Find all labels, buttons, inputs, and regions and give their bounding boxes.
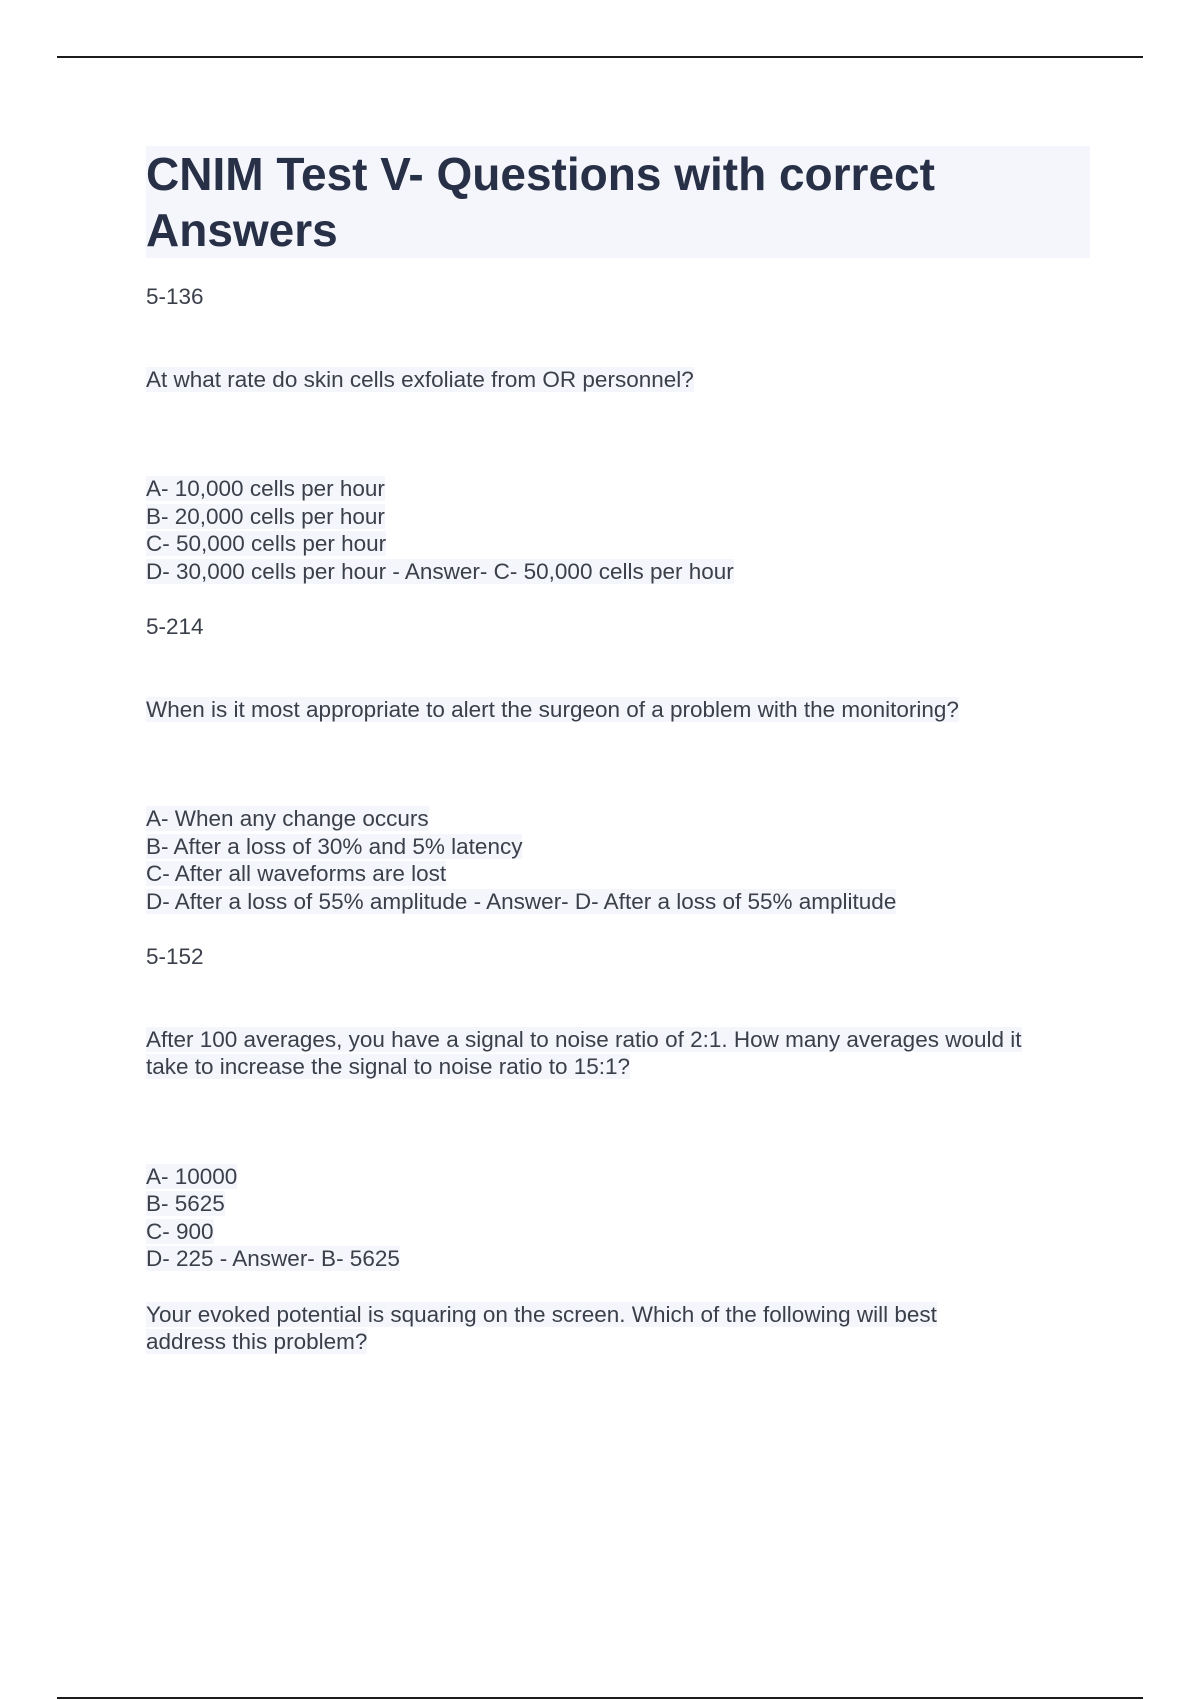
option-c: C- 50,000 cells per hour: [146, 531, 387, 556]
option-d-with-answer: D- 30,000 cells per hour - Answer- C- 50,000 cells per hour: [146, 558, 734, 584]
option-b: B- 5625: [146, 1191, 225, 1216]
option-a: A- 10000: [146, 1163, 238, 1189]
prompt-line: After 100 averages, you have a signal to noise ratio of 2:1. How many averages would it: [146, 1026, 1022, 1052]
question-prompt: [146, 366, 1090, 394]
option-d-with-answer: D- After a loss of 55% amplitude - Answer- D- After a loss of 55% amplitude: [146, 888, 897, 914]
option-c: C- After all waveforms are lost: [146, 861, 447, 886]
prompt-line: Your evoked potential is squaring on the screen. Which of the following will best: [146, 1301, 937, 1327]
question-prompt: [146, 696, 1090, 724]
prompt-line: When is it most appropriate to alert the surgeon of a problem with the monitoring?: [146, 696, 959, 722]
question-prompt: [146, 1301, 1090, 1356]
question-id: 5-152: [146, 944, 204, 969]
header-rule: [57, 56, 1143, 58]
question-prompt: [146, 1026, 1090, 1081]
option-d-with-answer: D- 225 - Answer- B- 5625: [146, 1246, 400, 1271]
title-text: CNIM Test V- Questions with correct Answers: [146, 148, 935, 256]
answer-options: [146, 1163, 1090, 1273]
option-b: B- After a loss of 30% and 5% latency: [146, 833, 523, 859]
prompt-line: At what rate do skin cells exfoliate from OR personnel?: [146, 366, 694, 392]
answer-options: [146, 805, 1090, 915]
prompt-line: address this problem?: [146, 1329, 368, 1354]
document-body: [146, 146, 1090, 1356]
option-a: A- 10,000 cells per hour: [146, 476, 385, 501]
document-title: [146, 146, 1090, 258]
question-id: 5-214: [146, 614, 204, 639]
question-id: 5-136: [146, 284, 204, 309]
option-c: C- 900: [146, 1218, 214, 1244]
prompt-line: take to increase the signal to noise ratio to 15:1?: [146, 1054, 631, 1079]
answer-options: [146, 475, 1090, 585]
footer-rule: [57, 1697, 1143, 1699]
option-b: B- 20,000 cells per hour: [146, 503, 385, 529]
option-a: A- When any change occurs: [146, 806, 429, 831]
